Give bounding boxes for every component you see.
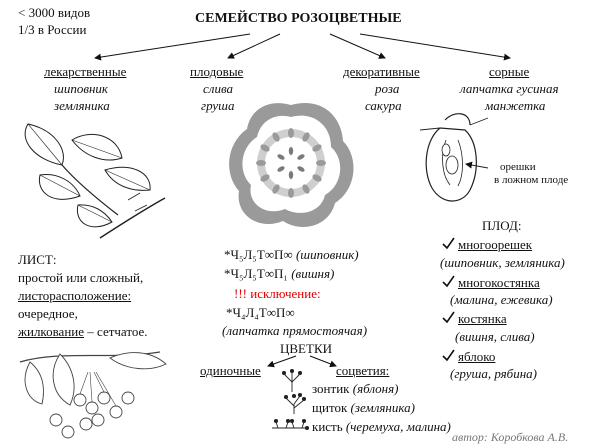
flowers-title: ЦВЕТКИ: [280, 341, 332, 356]
raceme-name: кисть: [312, 419, 343, 434]
leaf-venation-value: – сетчатое.: [84, 324, 148, 339]
raceme-icon: [272, 419, 309, 429]
group-fruit-label: плодовые: [190, 64, 244, 79]
fruit-caption-line1: орешки: [500, 161, 536, 173]
group-medicinal-ex2: земляника: [54, 98, 110, 113]
group-decorative-ex1: роза: [375, 81, 400, 96]
fruit-item-1-example: (шиповник, земляника): [440, 255, 565, 270]
leaf-type: простой или сложный,: [18, 270, 144, 285]
formula-cherry: [224, 266, 334, 281]
group-weed-label: сорные: [489, 64, 530, 79]
single-flowers-label: одиночные: [200, 363, 261, 378]
formula-rosehip-note: (шиповник): [292, 247, 359, 262]
fruit-caption-line2: в ложном плоде: [494, 174, 569, 186]
author-credit: автор: Коробкова А.В.: [452, 430, 569, 444]
leaf-title: ЛИСТ:: [18, 252, 57, 267]
group-medicinal-ex1: шиповник: [54, 81, 108, 96]
group-decorative-label: декоративные: [343, 64, 420, 79]
fruit-item-4-example: (груша, рябина): [450, 366, 538, 381]
fruit-title: ПЛОД:: [482, 218, 522, 233]
leaf-arrangement-label: листорасположение:: [18, 288, 132, 303]
fruit-item-2-example: (малина, ежевика): [450, 292, 553, 307]
inflorescence-raceme: [312, 419, 451, 434]
title-arrows: [95, 34, 510, 58]
leaf-arrangement-value: очередное,: [18, 306, 78, 321]
fruit-item-2-name: многокостянка: [458, 275, 540, 290]
raceme-example: (черемуха, малина): [342, 419, 451, 434]
cherry-branch-drawing: [20, 352, 166, 438]
flowers-arrows: [268, 356, 336, 366]
group-fruit-ex2: груша: [201, 98, 235, 113]
group-decorative-ex2: сакура: [365, 98, 402, 113]
fruit-item-1-name: многоорешек: [458, 237, 533, 252]
exception-label: !!! исключение:: [234, 286, 321, 301]
formula-rosehip: [224, 247, 359, 262]
corymb-icon: [284, 393, 305, 414]
group-weed-ex1: лапчатка гусиная: [460, 81, 559, 96]
fruit-item-3-example: (вишня, слива): [455, 329, 535, 344]
inflorescence-corymb: [312, 400, 415, 415]
formula-cinquefoil: *Ч₄Л₄Т∞П∞: [226, 305, 295, 320]
group-weed-ex2: манжетка: [485, 98, 546, 113]
leaf-venation: [18, 324, 148, 339]
russia-share: 1/3 в России: [18, 22, 87, 37]
umbel-name: зонтик: [312, 381, 350, 396]
species-count: < 3000 видов: [18, 5, 91, 20]
flower-diagram: [229, 103, 353, 227]
group-fruit-ex1: слива: [203, 81, 233, 96]
inflorescence-umbel: [312, 381, 398, 396]
compound-leaf-drawing: [25, 124, 165, 238]
fruit-item-4-name: яблоко: [458, 349, 496, 364]
umbel-icon: [282, 369, 301, 392]
leaf-venation-label: жилкование: [18, 324, 85, 339]
corymb-name: щиток: [312, 400, 348, 415]
formula-cherry-text: *Ч₅Л₅Т∞П₁: [224, 266, 288, 281]
inflorescence-label: соцветия:: [336, 363, 390, 378]
fruit-item-3-name: костянка: [458, 311, 507, 326]
corymb-example: (земляника): [347, 400, 415, 415]
formula-rosehip-text: *Ч₅Л₅Т∞П∞: [224, 247, 293, 262]
page-title: СЕМЕЙСТВО РОЗОЦВЕТНЫЕ: [195, 11, 402, 26]
group-medicinal-label: лекарственные: [44, 64, 127, 79]
formula-cherry-note: (вишня): [287, 266, 335, 281]
umbel-example: (яблоня): [349, 381, 399, 396]
formula-cinquefoil-note: (лапчатка прямостоячая): [222, 323, 368, 338]
rosehip-fruit-drawing: [420, 114, 488, 201]
